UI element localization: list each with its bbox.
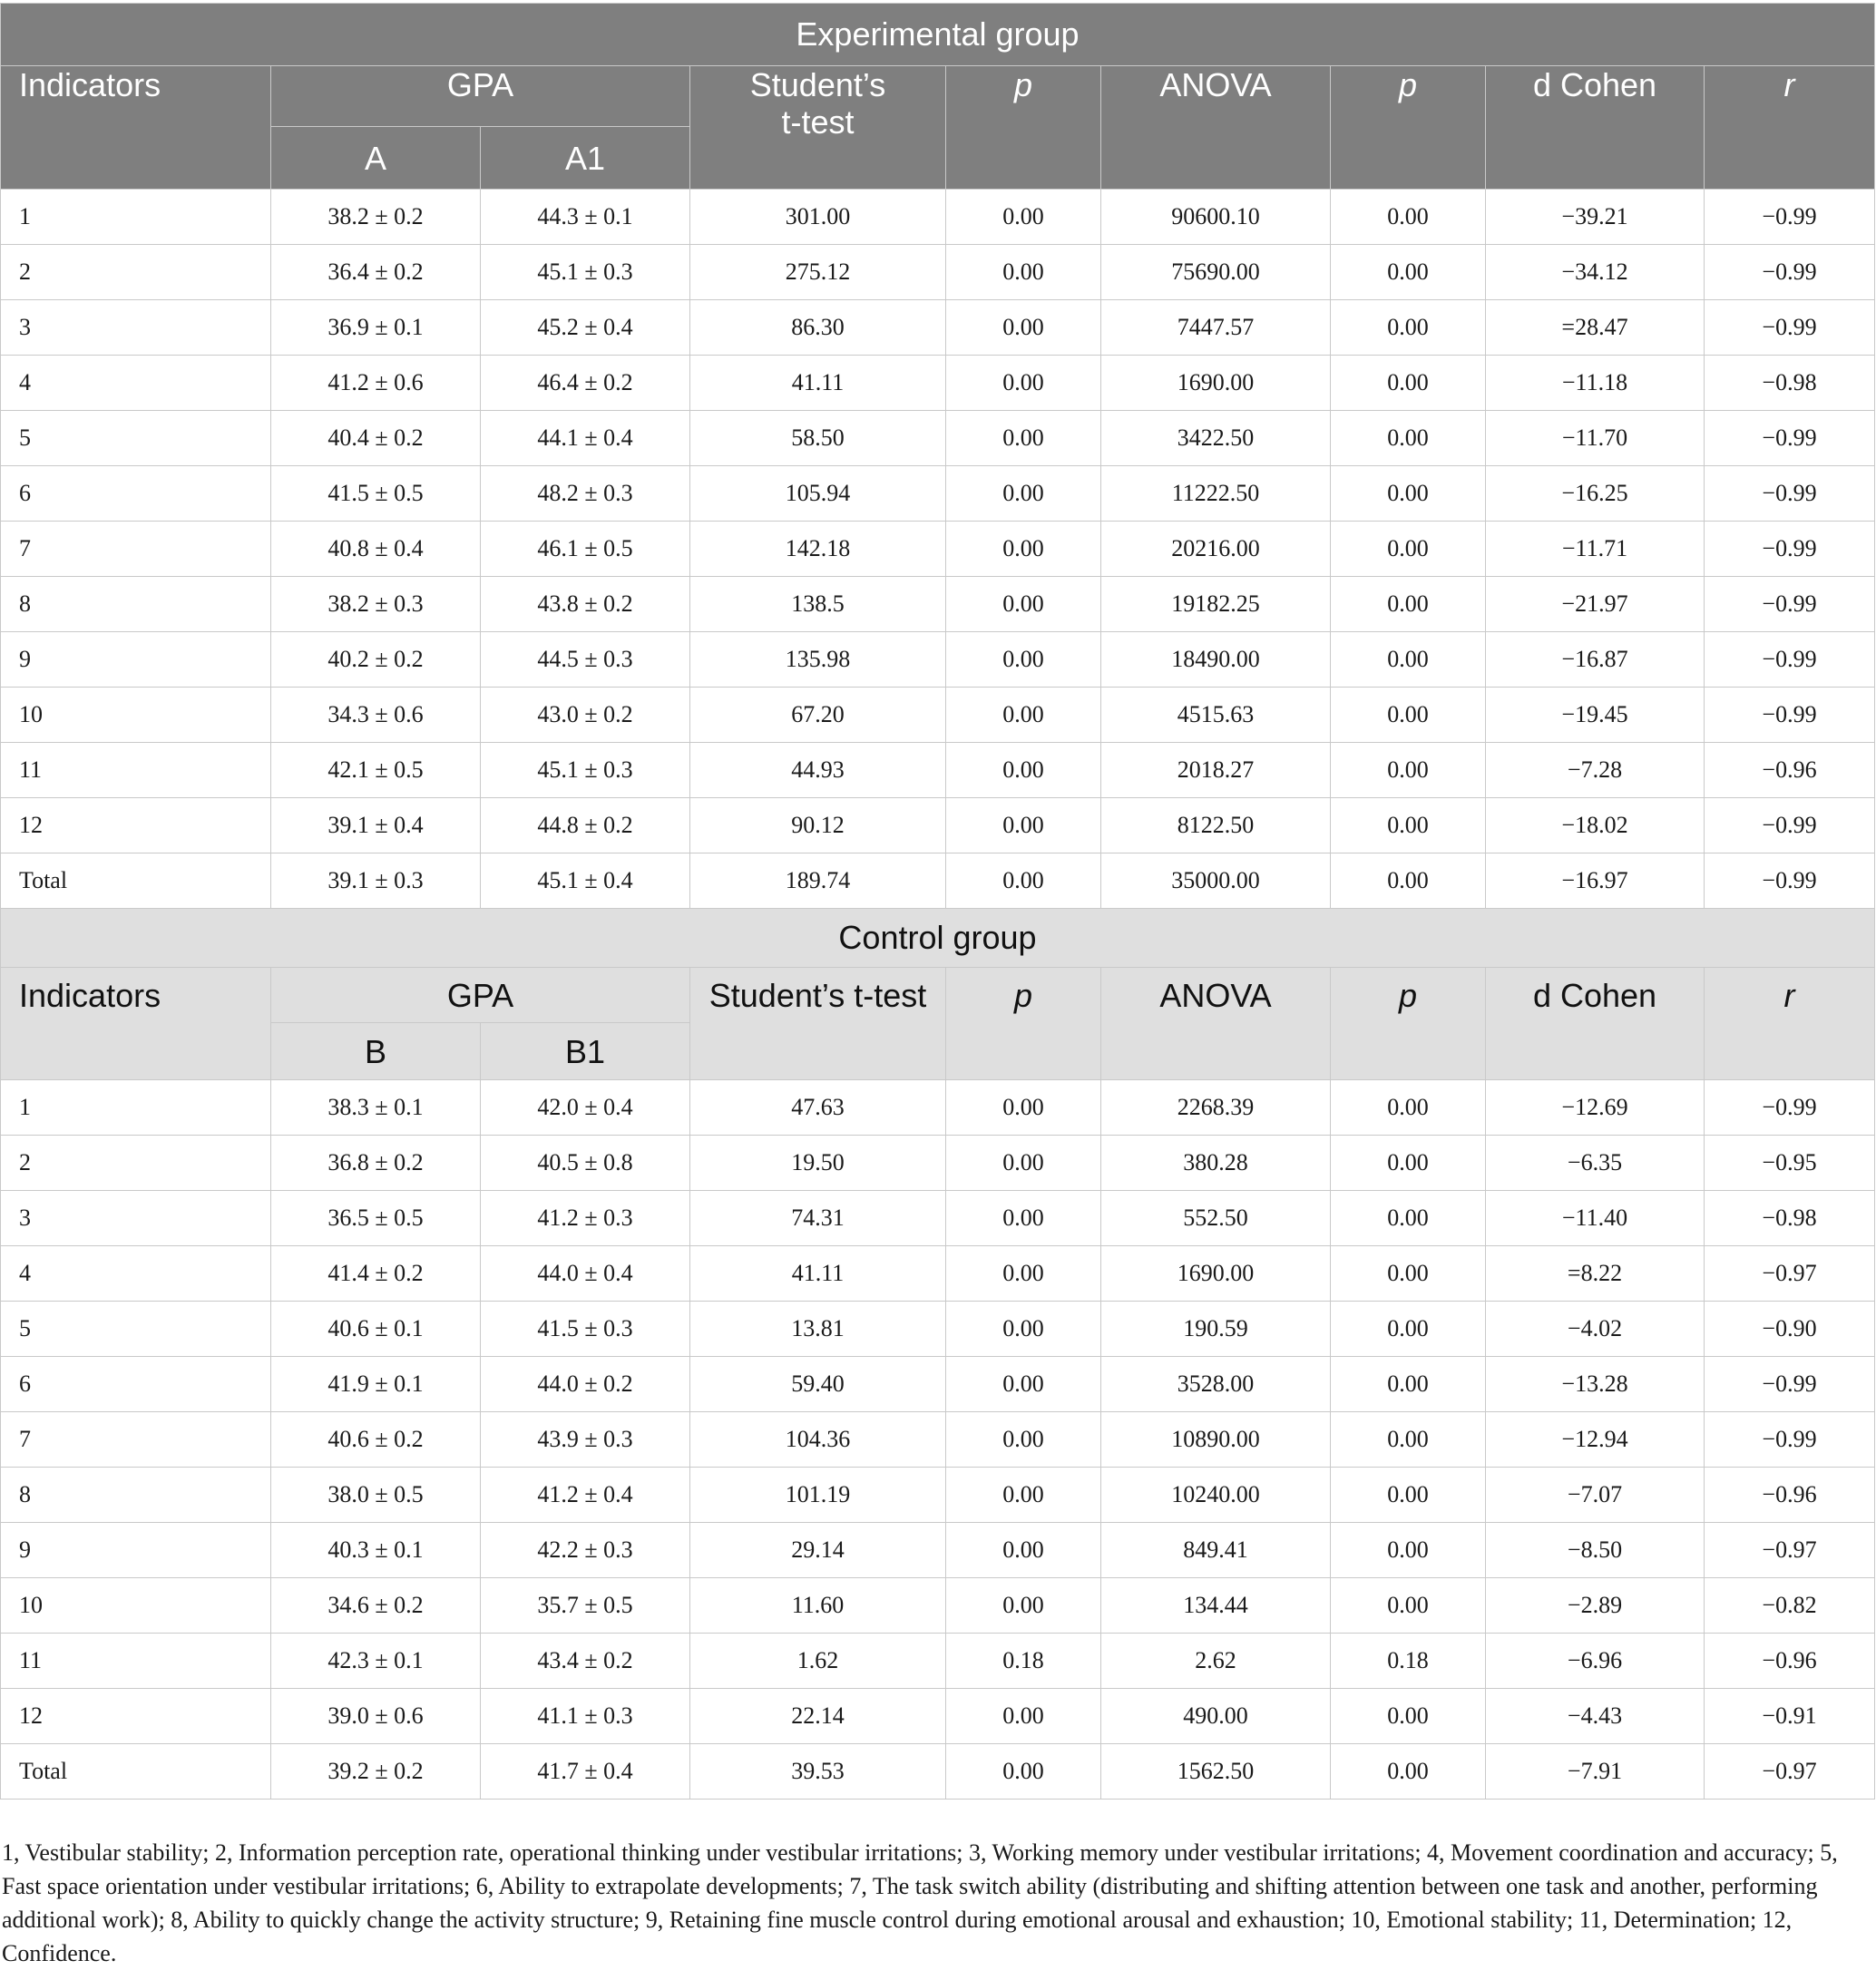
cell-p-ttest: 0.00 — [946, 411, 1101, 466]
table-row — [1, 1080, 1875, 1136]
cell-d-cohen: −18.02 — [1486, 798, 1705, 853]
cell-ttest: 105.94 — [690, 466, 946, 522]
cell-p-anova: 0.00 — [1331, 522, 1486, 577]
cell-anova: 2.62 — [1101, 1634, 1331, 1689]
table-row — [1, 190, 1875, 245]
table-row — [1, 466, 1875, 522]
cell-gpa-before: 36.9 ± 0.1 — [271, 300, 481, 356]
col-r: r — [1705, 66, 1875, 190]
cell-gpa-after: 41.2 ± 0.4 — [481, 1468, 690, 1523]
cell-r: −0.91 — [1705, 1689, 1875, 1744]
cell-ttest: 39.53 — [690, 1744, 946, 1800]
cell-d-cohen: −16.25 — [1486, 466, 1705, 522]
cell-ttest: 29.14 — [690, 1523, 946, 1578]
cell-d-cohen: −12.94 — [1486, 1412, 1705, 1468]
cell-gpa-before: 40.3 ± 0.1 — [271, 1523, 481, 1578]
cell-d-cohen: −4.43 — [1486, 1689, 1705, 1744]
cell-gpa-before: 39.1 ± 0.3 — [271, 853, 481, 909]
cell-gpa-before: 40.2 ± 0.2 — [271, 632, 481, 688]
cell-gpa-after: 44.0 ± 0.2 — [481, 1357, 690, 1412]
cell-p-ttest: 0.00 — [946, 1302, 1101, 1357]
col-indicators: Indicators — [1, 66, 271, 190]
cell-r: −0.99 — [1705, 632, 1875, 688]
cell-anova: 3422.50 — [1101, 411, 1331, 466]
cell-p-anova: 0.00 — [1331, 1689, 1486, 1744]
cell-anova: 490.00 — [1101, 1689, 1331, 1744]
cell-p-ttest: 0.00 — [946, 1357, 1101, 1412]
cell-gpa-before: 42.1 ± 0.5 — [271, 743, 481, 798]
cell-gpa-after: 45.1 ± 0.4 — [481, 853, 690, 909]
cell-p-anova: 0.00 — [1331, 1468, 1486, 1523]
results-table-container — [0, 3, 1874, 1800]
col-anova: ANOVA — [1101, 66, 1331, 190]
cell-gpa-after: 40.5 ± 0.8 — [481, 1136, 690, 1191]
table-row — [1, 1468, 1875, 1523]
cell-ttest: 74.31 — [690, 1191, 946, 1246]
cell-d-cohen: −39.21 — [1486, 190, 1705, 245]
cell-ttest: 1.62 — [690, 1634, 946, 1689]
cell-gpa-after: 35.7 ± 0.5 — [481, 1578, 690, 1634]
cell-r: −0.99 — [1705, 190, 1875, 245]
cell-gpa-before: 41.2 ± 0.6 — [271, 356, 481, 411]
cell-p-anova: 0.00 — [1331, 743, 1486, 798]
cell-d-cohen: −6.35 — [1486, 1136, 1705, 1191]
cell-gpa-after: 44.0 ± 0.4 — [481, 1246, 690, 1302]
cell-gpa-before: 38.2 ± 0.2 — [271, 190, 481, 245]
cell-r: −0.99 — [1705, 1080, 1875, 1136]
cell-p-ttest: 0.18 — [946, 1634, 1101, 1689]
col-ttest: Student’s t-test — [690, 968, 946, 1080]
cell-ttest: 275.12 — [690, 245, 946, 300]
cell-gpa-after: 45.1 ± 0.3 — [481, 245, 690, 300]
cell-indicator: 7 — [1, 1412, 271, 1468]
cell-gpa-before: 39.2 ± 0.2 — [271, 1744, 481, 1800]
cell-anova: 4515.63 — [1101, 688, 1331, 743]
cell-r: −0.99 — [1705, 466, 1875, 522]
cell-p-anova: 0.00 — [1331, 1744, 1486, 1800]
cell-ttest: 47.63 — [690, 1080, 946, 1136]
table-row — [1, 1744, 1875, 1800]
col-gpa-b1: B1 — [481, 1023, 690, 1080]
table-row — [1, 300, 1875, 356]
cell-gpa-before: 39.1 ± 0.4 — [271, 798, 481, 853]
cell-indicator: 4 — [1, 1246, 271, 1302]
cell-ttest: 142.18 — [690, 522, 946, 577]
cell-d-cohen: −8.50 — [1486, 1523, 1705, 1578]
cell-gpa-after: 42.2 ± 0.3 — [481, 1523, 690, 1578]
table-row — [1, 1634, 1875, 1689]
cell-anova: 7447.57 — [1101, 300, 1331, 356]
cell-anova: 11222.50 — [1101, 466, 1331, 522]
table-row — [1, 1689, 1875, 1744]
col-gpa-a1: A1 — [481, 127, 690, 190]
cell-anova: 134.44 — [1101, 1578, 1331, 1634]
cell-p-anova: 0.18 — [1331, 1634, 1486, 1689]
cell-p-ttest: 0.00 — [946, 1523, 1101, 1578]
cell-p-ttest: 0.00 — [946, 743, 1101, 798]
cell-d-cohen: −7.91 — [1486, 1744, 1705, 1800]
cell-r: −0.99 — [1705, 688, 1875, 743]
cell-gpa-before: 40.6 ± 0.2 — [271, 1412, 481, 1468]
cell-p-anova: 0.00 — [1331, 853, 1486, 909]
cell-p-anova: 0.00 — [1331, 1412, 1486, 1468]
cell-anova: 90600.10 — [1101, 190, 1331, 245]
cell-gpa-after: 41.2 ± 0.3 — [481, 1191, 690, 1246]
cell-anova: 1690.00 — [1101, 356, 1331, 411]
cell-r: −0.99 — [1705, 853, 1875, 909]
experimental-group-title: Experimental group — [1, 4, 1875, 66]
cell-anova: 380.28 — [1101, 1136, 1331, 1191]
cell-gpa-before: 41.4 ± 0.2 — [271, 1246, 481, 1302]
cell-r: −0.96 — [1705, 1634, 1875, 1689]
cell-r: −0.99 — [1705, 245, 1875, 300]
table-row — [1, 1357, 1875, 1412]
cell-d-cohen: −11.40 — [1486, 1191, 1705, 1246]
cell-p-ttest: 0.00 — [946, 1578, 1101, 1634]
cell-indicator: 8 — [1, 1468, 271, 1523]
cell-p-ttest: 0.00 — [946, 1689, 1101, 1744]
cell-d-cohen: =28.47 — [1486, 300, 1705, 356]
cell-ttest: 135.98 — [690, 632, 946, 688]
table-row — [1, 1191, 1875, 1246]
cell-ttest: 13.81 — [690, 1302, 946, 1357]
cell-r: −0.99 — [1705, 522, 1875, 577]
cell-p-anova: 0.00 — [1331, 632, 1486, 688]
cell-gpa-before: 41.9 ± 0.1 — [271, 1357, 481, 1412]
cell-indicator: Total — [1, 1744, 271, 1800]
cell-gpa-after: 48.2 ± 0.3 — [481, 466, 690, 522]
table-row — [1, 245, 1875, 300]
table-row — [1, 688, 1875, 743]
cell-p-ttest: 0.00 — [946, 1744, 1101, 1800]
col-gpa: GPA — [271, 968, 690, 1023]
cell-anova: 3528.00 — [1101, 1357, 1331, 1412]
cell-indicator: 9 — [1, 632, 271, 688]
cell-gpa-after: 41.7 ± 0.4 — [481, 1744, 690, 1800]
cell-p-anova: 0.00 — [1331, 577, 1486, 632]
cell-indicator: 3 — [1, 1191, 271, 1246]
cell-r: −0.96 — [1705, 743, 1875, 798]
cell-anova: 20216.00 — [1101, 522, 1331, 577]
cell-anova: 35000.00 — [1101, 853, 1331, 909]
col-gpa: GPA — [271, 66, 690, 127]
cell-r: −0.99 — [1705, 411, 1875, 466]
col-gpa-a: A — [271, 127, 481, 190]
cell-gpa-after: 46.4 ± 0.2 — [481, 356, 690, 411]
cell-anova: 849.41 — [1101, 1523, 1331, 1578]
cell-d-cohen: −7.07 — [1486, 1468, 1705, 1523]
cell-p-ttest: 0.00 — [946, 798, 1101, 853]
cell-d-cohen: −11.71 — [1486, 522, 1705, 577]
experimental-group-rows — [1, 190, 1875, 909]
cell-d-cohen: −34.12 — [1486, 245, 1705, 300]
cell-r: −0.90 — [1705, 1302, 1875, 1357]
cell-r: −0.99 — [1705, 300, 1875, 356]
cell-d-cohen: −11.18 — [1486, 356, 1705, 411]
cell-ttest: 301.00 — [690, 190, 946, 245]
cell-p-ttest: 0.00 — [946, 190, 1101, 245]
table-row — [1, 1523, 1875, 1578]
cell-gpa-after: 43.9 ± 0.3 — [481, 1412, 690, 1468]
cell-r: −0.99 — [1705, 1412, 1875, 1468]
cell-gpa-after: 44.1 ± 0.4 — [481, 411, 690, 466]
table-row — [1, 577, 1875, 632]
col-p-ttest: p — [946, 66, 1101, 190]
cell-indicator: 5 — [1, 411, 271, 466]
col-d-cohen: d Cohen — [1486, 968, 1705, 1080]
cell-r: −0.99 — [1705, 1357, 1875, 1412]
cell-indicator: 12 — [1, 1689, 271, 1744]
cell-anova: 1690.00 — [1101, 1246, 1331, 1302]
cell-gpa-before: 40.6 ± 0.1 — [271, 1302, 481, 1357]
cell-gpa-before: 38.0 ± 0.5 — [271, 1468, 481, 1523]
cell-gpa-after: 43.8 ± 0.2 — [481, 577, 690, 632]
cell-anova: 2018.27 — [1101, 743, 1331, 798]
cell-indicator: 8 — [1, 577, 271, 632]
cell-anova: 75690.00 — [1101, 245, 1331, 300]
cell-gpa-before: 36.4 ± 0.2 — [271, 245, 481, 300]
cell-ttest: 19.50 — [690, 1136, 946, 1191]
col-indicators: Indicators — [1, 968, 271, 1080]
cell-ttest: 59.40 — [690, 1357, 946, 1412]
cell-indicator: 1 — [1, 190, 271, 245]
cell-d-cohen: −12.69 — [1486, 1080, 1705, 1136]
cell-r: −0.98 — [1705, 356, 1875, 411]
cell-gpa-after: 43.0 ± 0.2 — [481, 688, 690, 743]
cell-p-anova: 0.00 — [1331, 300, 1486, 356]
cell-gpa-before: 42.3 ± 0.1 — [271, 1634, 481, 1689]
cell-d-cohen: −7.28 — [1486, 743, 1705, 798]
cell-gpa-before: 36.5 ± 0.5 — [271, 1191, 481, 1246]
cell-d-cohen: −16.97 — [1486, 853, 1705, 909]
cell-d-cohen: −11.70 — [1486, 411, 1705, 466]
cell-r: −0.82 — [1705, 1578, 1875, 1634]
cell-ttest: 44.93 — [690, 743, 946, 798]
cell-p-ttest: 0.00 — [946, 688, 1101, 743]
cell-p-anova: 0.00 — [1331, 245, 1486, 300]
cell-anova: 18490.00 — [1101, 632, 1331, 688]
cell-ttest: 22.14 — [690, 1689, 946, 1744]
cell-indicator: 3 — [1, 300, 271, 356]
cell-gpa-before: 36.8 ± 0.2 — [271, 1136, 481, 1191]
cell-d-cohen: −16.87 — [1486, 632, 1705, 688]
cell-ttest: 101.19 — [690, 1468, 946, 1523]
table-row — [1, 1302, 1875, 1357]
cell-gpa-before: 34.6 ± 0.2 — [271, 1578, 481, 1634]
table-row — [1, 411, 1875, 466]
cell-p-ttest: 0.00 — [946, 1412, 1101, 1468]
table-row — [1, 1412, 1875, 1468]
cell-gpa-after: 46.1 ± 0.5 — [481, 522, 690, 577]
cell-d-cohen: −19.45 — [1486, 688, 1705, 743]
cell-gpa-after: 43.4 ± 0.2 — [481, 1634, 690, 1689]
cell-p-anova: 0.00 — [1331, 1302, 1486, 1357]
cell-ttest: 138.5 — [690, 577, 946, 632]
table-row — [1, 1578, 1875, 1634]
control-group-rows — [1, 1080, 1875, 1800]
control-group-title: Control group — [1, 909, 1875, 968]
cell-p-ttest: 0.00 — [946, 632, 1101, 688]
cell-r: −0.97 — [1705, 1744, 1875, 1800]
cell-ttest: 67.20 — [690, 688, 946, 743]
col-anova: ANOVA — [1101, 968, 1331, 1080]
cell-gpa-before: 40.4 ± 0.2 — [271, 411, 481, 466]
cell-p-anova: 0.00 — [1331, 356, 1486, 411]
experimental-group-header — [1, 4, 1875, 190]
cell-d-cohen: −4.02 — [1486, 1302, 1705, 1357]
cell-anova: 19182.25 — [1101, 577, 1331, 632]
cell-p-ttest: 0.00 — [946, 466, 1101, 522]
table-row — [1, 853, 1875, 909]
col-p-anova: p — [1331, 66, 1486, 190]
cell-p-ttest: 0.00 — [946, 853, 1101, 909]
col-ttest-line2: t-test — [781, 103, 855, 141]
cell-ttest: 189.74 — [690, 853, 946, 909]
table-row — [1, 356, 1875, 411]
cell-indicator: 6 — [1, 1357, 271, 1412]
col-p-ttest: p — [946, 968, 1101, 1080]
cell-r: −0.97 — [1705, 1523, 1875, 1578]
cell-p-anova: 0.00 — [1331, 1246, 1486, 1302]
col-ttest — [690, 66, 946, 190]
cell-r: −0.96 — [1705, 1468, 1875, 1523]
cell-indicator: 11 — [1, 743, 271, 798]
cell-indicator: 2 — [1, 1136, 271, 1191]
cell-d-cohen: −2.89 — [1486, 1578, 1705, 1634]
cell-indicator: 10 — [1, 688, 271, 743]
cell-p-ttest: 0.00 — [946, 356, 1101, 411]
cell-ttest: 11.60 — [690, 1578, 946, 1634]
cell-anova: 1562.50 — [1101, 1744, 1331, 1800]
cell-indicator: 12 — [1, 798, 271, 853]
cell-r: −0.97 — [1705, 1246, 1875, 1302]
table-row — [1, 1246, 1875, 1302]
cell-gpa-after: 45.2 ± 0.4 — [481, 300, 690, 356]
cell-d-cohen: −13.28 — [1486, 1357, 1705, 1412]
col-d-cohen: d Cohen — [1486, 66, 1705, 190]
cell-anova: 8122.50 — [1101, 798, 1331, 853]
cell-d-cohen: =8.22 — [1486, 1246, 1705, 1302]
cell-d-cohen: −6.96 — [1486, 1634, 1705, 1689]
table-row — [1, 798, 1875, 853]
cell-p-anova: 0.00 — [1331, 1080, 1486, 1136]
cell-ttest: 41.11 — [690, 356, 946, 411]
cell-gpa-after: 44.5 ± 0.3 — [481, 632, 690, 688]
cell-anova: 10240.00 — [1101, 1468, 1331, 1523]
table-row — [1, 632, 1875, 688]
table-row — [1, 1136, 1875, 1191]
cell-indicator: 7 — [1, 522, 271, 577]
cell-gpa-before: 34.3 ± 0.6 — [271, 688, 481, 743]
col-p-anova: p — [1331, 968, 1486, 1080]
cell-p-ttest: 0.00 — [946, 1191, 1101, 1246]
col-r: r — [1705, 968, 1875, 1080]
cell-gpa-before: 40.8 ± 0.4 — [271, 522, 481, 577]
cell-indicator: 5 — [1, 1302, 271, 1357]
cell-anova: 190.59 — [1101, 1302, 1331, 1357]
cell-p-anova: 0.00 — [1331, 411, 1486, 466]
cell-p-anova: 0.00 — [1331, 190, 1486, 245]
cell-gpa-after: 41.5 ± 0.3 — [481, 1302, 690, 1357]
cell-gpa-before: 38.2 ± 0.3 — [271, 577, 481, 632]
cell-p-ttest: 0.00 — [946, 1136, 1101, 1191]
cell-indicator: 1 — [1, 1080, 271, 1136]
cell-gpa-after: 41.1 ± 0.3 — [481, 1689, 690, 1744]
cell-p-anova: 0.00 — [1331, 1578, 1486, 1634]
cell-gpa-before: 41.5 ± 0.5 — [271, 466, 481, 522]
cell-p-anova: 0.00 — [1331, 1523, 1486, 1578]
cell-p-ttest: 0.00 — [946, 1468, 1101, 1523]
table-footnote: 1, Vestibular stability; 2, Information perception rate, operational thinking under vestibular irritations; 3, Working memory under vestibular irritations; 4, Movement coordination and accuracy; 5, Fast space orientation under vestibular irritations; 6, Ability to extrapolate developments; 7, The task switch ability (distributing and shifting attention between one task and another, performing additional work); 8, Ability to quickly change the activity structure; 9, Retaining fine muscle control during emotional arousal and exhaustion; 10, Emotional stability; 11, Determination; 12, Confidence. — [2, 1839, 1838, 1966]
cell-gpa-after: 44.8 ± 0.2 — [481, 798, 690, 853]
col-gpa-b: B — [271, 1023, 481, 1080]
cell-p-ttest: 0.00 — [946, 522, 1101, 577]
cell-p-ttest: 0.00 — [946, 1246, 1101, 1302]
cell-d-cohen: −21.97 — [1486, 577, 1705, 632]
cell-p-anova: 0.00 — [1331, 1357, 1486, 1412]
cell-ttest: 41.11 — [690, 1246, 946, 1302]
cell-r: −0.99 — [1705, 577, 1875, 632]
cell-ttest: 58.50 — [690, 411, 946, 466]
cell-gpa-after: 44.3 ± 0.1 — [481, 190, 690, 245]
cell-indicator: 6 — [1, 466, 271, 522]
cell-gpa-before: 38.3 ± 0.1 — [271, 1080, 481, 1136]
table-row — [1, 522, 1875, 577]
cell-p-anova: 0.00 — [1331, 798, 1486, 853]
cell-r: −0.98 — [1705, 1191, 1875, 1246]
cell-gpa-after: 42.0 ± 0.4 — [481, 1080, 690, 1136]
cell-p-ttest: 0.00 — [946, 1080, 1101, 1136]
results-table — [0, 3, 1875, 1800]
cell-p-anova: 0.00 — [1331, 466, 1486, 522]
cell-ttest: 90.12 — [690, 798, 946, 853]
cell-p-ttest: 0.00 — [946, 577, 1101, 632]
cell-anova: 10890.00 — [1101, 1412, 1331, 1468]
cell-ttest: 104.36 — [690, 1412, 946, 1468]
cell-gpa-after: 45.1 ± 0.3 — [481, 743, 690, 798]
cell-p-anova: 0.00 — [1331, 1191, 1486, 1246]
cell-p-ttest: 0.00 — [946, 245, 1101, 300]
cell-indicator: 9 — [1, 1523, 271, 1578]
cell-r: −0.95 — [1705, 1136, 1875, 1191]
cell-p-anova: 0.00 — [1331, 688, 1486, 743]
cell-gpa-before: 39.0 ± 0.6 — [271, 1689, 481, 1744]
cell-indicator: 11 — [1, 1634, 271, 1689]
cell-anova: 552.50 — [1101, 1191, 1331, 1246]
cell-r: −0.99 — [1705, 798, 1875, 853]
table-row — [1, 743, 1875, 798]
cell-indicator: 2 — [1, 245, 271, 300]
cell-anova: 2268.39 — [1101, 1080, 1331, 1136]
cell-p-anova: 0.00 — [1331, 1136, 1486, 1191]
cell-ttest: 86.30 — [690, 300, 946, 356]
cell-p-ttest: 0.00 — [946, 300, 1101, 356]
cell-indicator: 4 — [1, 356, 271, 411]
control-group-header — [1, 909, 1875, 1080]
cell-indicator: Total — [1, 853, 271, 909]
cell-indicator: 10 — [1, 1578, 271, 1634]
col-ttest-line1: Student’s — [749, 66, 886, 103]
